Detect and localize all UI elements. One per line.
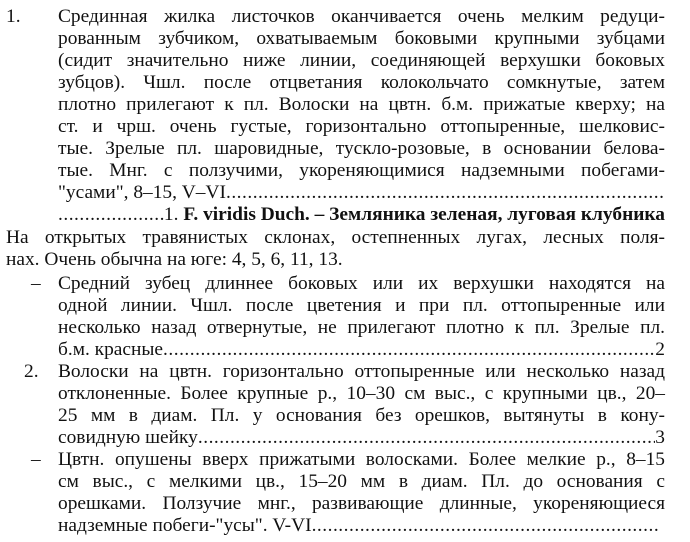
entry2-last-line	[58, 427, 665, 449]
entry1-result-line	[58, 204, 665, 226]
entry1-line-6: ст. и чрш. очень густые, горизонтально оттопыренные, шелковис-	[58, 116, 665, 137]
entry1b-last-text: б.м. красные	[58, 339, 164, 360]
couplet-number-1: 1.	[6, 6, 21, 27]
leader-dots	[58, 204, 164, 226]
entry1-line-5: плотно прилегают к пл. Волоски на цвтн. б.м. прижатые кверху; на	[58, 94, 665, 115]
alternative-dash-2: –	[31, 449, 41, 470]
leader-dots	[163, 339, 655, 361]
entry2b-last-text: надземные побеги-"усы". V-VI	[58, 515, 312, 536]
entry1b-line-1: Средний зубец длиннее боковых или их верхушки находятся на	[58, 273, 665, 294]
taxon-name: F. viridis Duch. – Земляника зеленая, луговая клубника	[183, 204, 665, 225]
entry1-line-8: тые. Мнг. с ползучими, укореняющимися надземными побегами-	[58, 160, 665, 181]
entry2-last-text: совидную шейку	[58, 427, 198, 448]
entry2-line-3: 25 мм в диам. Пл. у основания без орешков, вытянуты в кону-	[58, 405, 665, 426]
entry2b-line-1: Цвтн. опушены вверх прижатыми волосками. Более мелкие р., 8–15	[58, 449, 665, 470]
entry1-last-text: "усами", 8–15, V–VI	[58, 182, 226, 203]
leader-dots	[198, 427, 655, 449]
entry1b-line-2: одной линии. Чшл. после цветения и при пл. оттопыренные или	[58, 295, 665, 316]
entry2b-line-2: см выс., с мелкими цв., 15–20 мм в диам. Пл. до основания с	[58, 471, 665, 492]
leader-dots	[226, 182, 665, 204]
entry2-line-2: отклоненные. Более крупные р., 10–30 см выс., с крупными цв., 20–	[58, 383, 665, 404]
entry1b-last-line	[58, 339, 665, 361]
entry2b-last-line	[58, 515, 658, 537]
result-number: 1.	[163, 204, 179, 225]
couplet-number-2: 2.	[24, 361, 39, 382]
entry2-line-1: Волоски на цвтн. горизонтально оттопыренные или несколько назад	[58, 361, 665, 382]
entry1-line-4: зубцов). Чшл. после отцветания колокольчато сомкнутые, затем	[58, 72, 665, 93]
entry1-last-line	[58, 182, 665, 204]
entry1-line-1: Срединная жилка листочков оканчивается очень мелким редуци-	[58, 6, 665, 27]
reference-number: 2	[655, 339, 665, 360]
entry1-line-2: рованным зубчиком, охватываемым боковыми крупными зубцами	[58, 28, 665, 49]
habitat-line-1: На открытых травянистых склонах, остепненных лугах, лесных поля-	[6, 227, 665, 248]
habitat-line-2: нах. Очень обычна на юге: 4, 5, 6, 11, 13.	[6, 249, 343, 270]
alternative-dash-1: –	[31, 273, 41, 294]
entry1-line-3: (сидит значительно ниже линии, соединяющей верхушки боковых	[58, 50, 665, 71]
reference-number: 3	[655, 427, 665, 448]
leader-dots	[312, 515, 658, 537]
entry2b-line-3: орешками. Ползучие мнг., развивающие длинные, укореняющиеся	[58, 493, 665, 514]
entry1-line-7: тые. Зрелые пл. шаровидные, тускло-розовые, в основании белова-	[58, 138, 665, 159]
entry1b-line-3: несколько назад отвернутые, не прилегают плотно к пл. Зрелые пл.	[58, 317, 665, 338]
